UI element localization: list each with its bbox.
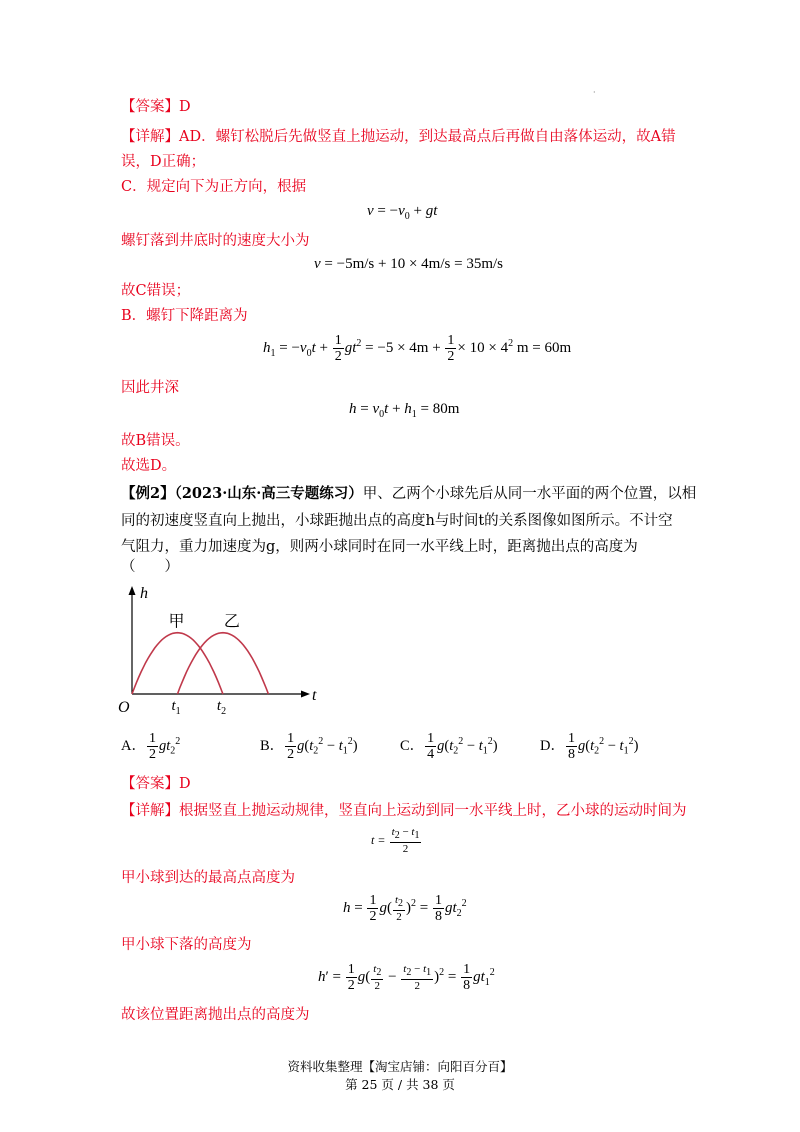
detail-1-c-line: C．规定向下为正方向，根据 xyxy=(121,179,307,195)
detail-2-conclusion: 故该位置距离抛出点的高度为 xyxy=(121,1007,310,1023)
example-2-stem-line-3: 气阻力，重力加速度为g，则两小球同时在同一水平线上时，距离抛出点的高度为 xyxy=(121,539,638,555)
example-source: （2023·山东·高三专题练习） xyxy=(174,485,363,502)
footer-page-number: 第 25 页 / 共 38 页 xyxy=(345,1077,455,1092)
detail-1-line-2: 误，D正确； xyxy=(121,154,206,170)
detail-2-line-1 xyxy=(121,801,687,821)
option-b-label: B． xyxy=(260,737,285,754)
detail-2-jia-top: 甲小球到达的最高点高度为 xyxy=(121,870,295,886)
footer-source: 资料收集整理【淘宝店铺：向阳百分百】 xyxy=(287,1059,513,1074)
tick-label-t1: $t_1$ xyxy=(171,698,181,717)
example-2-stem-line-2: 同的初速度竖直向上抛出，小球距抛出点的高度h与时间t的关系图像如图所示。不计空 xyxy=(121,513,673,529)
height-time-graph xyxy=(112,582,317,722)
x-axis-label: t xyxy=(312,687,317,704)
series-label-jia: 甲 xyxy=(168,611,185,631)
option-b[interactable]: B． $\frac{1}{2}$ $g(t_2^2 - t_1^2)$ xyxy=(260,731,358,762)
curve-yi xyxy=(178,633,269,694)
detail-1-choose: 故选D。 xyxy=(121,458,177,474)
y-axis-arrow xyxy=(129,586,136,595)
equation-max-height: h = $\frac{1}{2}$ g( $\frac{t_2}{2}$ )$^2$ = $\frac{1}{8}$ $gt_2^2$ xyxy=(343,893,467,924)
detail-1-c-wrong: 故C错误； xyxy=(121,283,191,299)
origin-label: O xyxy=(118,699,130,716)
detail-1-b-wrong: 故B错误。 xyxy=(121,433,190,449)
option-c-label: C． xyxy=(400,737,425,754)
answer-2 xyxy=(121,774,191,794)
equation-velocity-value: v = −5m/s + 10 × 4m/s = 35m/s xyxy=(314,256,503,272)
detail-2-jia-fall: 甲小球下落的高度为 xyxy=(121,937,252,953)
answer-value: D xyxy=(179,776,191,792)
detail-1-speed-intro: 螺钉落到井底时的速度大小为 xyxy=(121,233,310,249)
equation-time: t = $\frac{t_2 - t_1}{2}$ xyxy=(371,826,420,856)
equation-depth: $h = v_0t + h_1 = 80m$ xyxy=(349,401,460,420)
example-tag: 【例2】 xyxy=(121,485,175,502)
equation-fall-height: h′ = $\frac{1}{2}$ g( $\frac{t_2}{2}$ − $\frac{t_2 - t_1}{2}$ )$^2$ = $\frac{1}{8}$ $gt_1^2$ xyxy=(318,962,495,993)
curve-jia xyxy=(132,633,223,694)
x-axis-arrow xyxy=(301,691,310,698)
detail-1-b-line: B．螺钉下降距离为 xyxy=(121,308,248,324)
option-d-label: D． xyxy=(540,737,565,754)
detail-1-depth-intro: 因此井深 xyxy=(121,380,179,396)
equation-distance: $h_1 = -v_0t$ + $\frac{1}{2}$ $gt^2 = -5 \times 4m$ + $\frac{1}{2}$ × $10 \times 4^2$ m = 60m xyxy=(263,333,572,364)
answer-1 xyxy=(121,97,191,117)
answer-value: D xyxy=(179,99,191,115)
option-a[interactable]: A． $\frac{1}{2}$ $gt_2^2$ xyxy=(121,731,181,762)
answer-label: 【答案】 xyxy=(121,776,179,792)
example-2-blank: （ ） xyxy=(121,559,179,575)
detail-1-line-1 xyxy=(121,127,676,147)
option-d[interactable]: D． $\frac{1}{8}$ $g(t_2^2 - t_1^2)$ xyxy=(540,731,639,762)
example-2-stem-line-1 xyxy=(121,484,696,504)
detail-label: 【详解】 xyxy=(121,803,179,819)
series-label-yi: 乙 xyxy=(223,611,240,631)
y-axis-label: h xyxy=(140,585,148,602)
scan-dot: · xyxy=(593,88,596,97)
detail-text: 根据竖直上抛运动规律，竖直向上运动到同一水平线上时，乙小球的运动时间为 xyxy=(179,803,687,819)
tick-label-t2: $t_2$ xyxy=(216,698,227,717)
detail-text: AD．螺钉松脱后先做竖直上抛运动，到达最高点后再做自由落体运动，故A错 xyxy=(179,129,676,145)
detail-label: 【详解】 xyxy=(121,129,179,145)
option-c[interactable]: C． $\frac{1}{4}$ $g(t_2^2 - t_1^2)$ xyxy=(400,731,498,762)
option-a-label: A． xyxy=(121,737,146,754)
equation-velocity-formula: $v = -v_0$ + gt xyxy=(367,203,438,222)
stem-text: 甲、乙两个小球先后从同一水平面的两个位置，以相 xyxy=(362,486,697,502)
answer-label: 【答案】 xyxy=(121,99,179,115)
